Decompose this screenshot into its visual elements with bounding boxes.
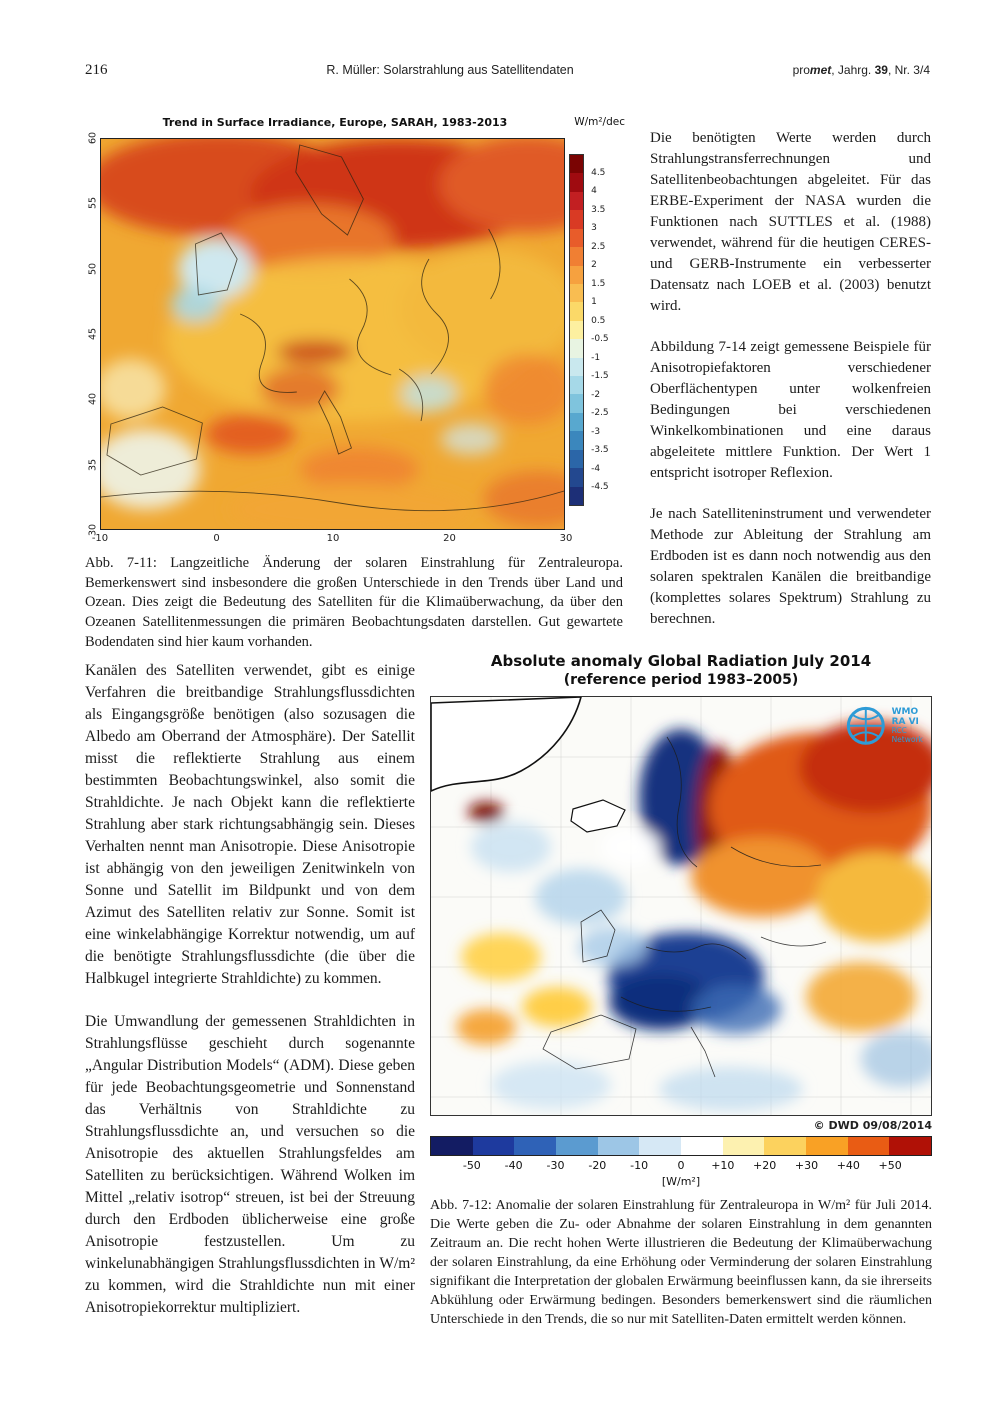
tick-label: -40 bbox=[504, 1159, 523, 1172]
tick-label: +40 bbox=[836, 1159, 860, 1172]
fig1-y-axis bbox=[85, 131, 100, 537]
colorbar-segment bbox=[639, 1137, 681, 1155]
tick-label: -10 bbox=[91, 533, 109, 544]
tick-label: 30 bbox=[87, 523, 99, 537]
tick-label: -4.5 bbox=[591, 482, 609, 493]
tick-label: 0 bbox=[213, 533, 220, 544]
fig1-x-axis bbox=[91, 532, 573, 546]
colorbar-segment bbox=[570, 173, 583, 191]
tick-label: 0 bbox=[677, 1159, 685, 1172]
journal-issue-mid: , Jahrg. bbox=[831, 63, 875, 77]
colorbar-segment bbox=[723, 1137, 765, 1155]
colorbar-segment bbox=[764, 1137, 806, 1155]
colorbar-segment bbox=[681, 1137, 723, 1155]
tick-label: -1.5 bbox=[591, 371, 609, 382]
tick-label: +10 bbox=[711, 1159, 735, 1172]
colorbar-segment bbox=[806, 1137, 848, 1155]
tick-label: 3 bbox=[591, 223, 597, 234]
journal-volume: 39 bbox=[874, 63, 888, 77]
tick-label: 4.5 bbox=[591, 167, 606, 178]
colorbar-segment bbox=[570, 284, 583, 302]
colorbar-segment bbox=[570, 431, 583, 449]
colorbar-segment bbox=[570, 321, 583, 339]
tick-label: +50 bbox=[878, 1159, 902, 1172]
tick-label: 1 bbox=[591, 297, 597, 308]
tick-label: -4 bbox=[591, 463, 601, 474]
fig2-colorbar bbox=[430, 1136, 932, 1156]
tick-label: -3 bbox=[591, 426, 601, 437]
fig2-colorbar-labels bbox=[430, 1159, 932, 1173]
colorbar-segment bbox=[570, 487, 583, 505]
colorbar-segment bbox=[570, 155, 583, 173]
tick-label: 40 bbox=[87, 393, 99, 406]
colorbar-segment bbox=[570, 358, 583, 376]
fig1-map bbox=[100, 138, 565, 530]
fig1-body bbox=[85, 131, 625, 537]
tick-label: -3.5 bbox=[591, 445, 609, 456]
journal-info bbox=[793, 63, 930, 77]
tick-label: 60 bbox=[87, 131, 99, 145]
tick-label: 2 bbox=[591, 260, 597, 271]
tick-label: 3.5 bbox=[591, 204, 606, 215]
tick-label: 0.5 bbox=[591, 315, 606, 326]
tick-label: -2 bbox=[591, 389, 601, 400]
fig2-map-graphic bbox=[431, 697, 931, 1115]
colorbar-segment bbox=[570, 302, 583, 320]
tick-label: 50 bbox=[87, 262, 99, 275]
tick-label: 2.5 bbox=[591, 241, 606, 252]
colorbar-segment bbox=[598, 1137, 640, 1155]
colorbar-segment bbox=[556, 1137, 598, 1155]
wmo-globe-icon bbox=[844, 704, 888, 748]
tick-label: 30 bbox=[559, 533, 573, 544]
paragraph: Die Umwandlung der gemessenen Strahldichten in Strahlungsflüsse geschieht durch sogenannte „Angular Distribution Models“ (ADM). Diese geben für jede Beobachtungsgeometrie und Sonnenstand das Verhältnis von Strahldichte zu Strahlungsflussdichte an, und versuchen so die Anisotropie des aktuellen Strahlungsfeldes am Satelliten zu berücksichtigen. Während Wolken im Mittel „relativ isotrop“ streuen, ist bei der Streuung durch den Erdboden üblicherweise eine große Anisotropie festzustellen. Um zu winkelunabhängigen Strahlungsflussdichten in W/m² zu kommen, wird die Strahldichte nun mit einer Anisotropiekorrektur multipliziert. bbox=[85, 1013, 415, 1316]
colorbar-segment bbox=[889, 1137, 931, 1155]
tick-label: -10 bbox=[630, 1159, 649, 1172]
fig1-unit-label: W/m²/dec bbox=[574, 116, 625, 128]
tick-label: 35 bbox=[87, 458, 99, 471]
page-header bbox=[85, 62, 930, 79]
fig1-colorbar-ticks bbox=[589, 154, 623, 506]
fig2-credit: © DWD 09/08/2014 bbox=[813, 1119, 932, 1132]
colorbar-segment bbox=[431, 1137, 473, 1155]
colorbar-segment bbox=[570, 210, 583, 228]
tick-label: +30 bbox=[794, 1159, 819, 1172]
journal-name-pre: pro bbox=[792, 63, 810, 77]
tick-label: 10 bbox=[326, 533, 340, 544]
colorbar-segment bbox=[570, 376, 583, 394]
journal-issue-post: , Nr. 3/4 bbox=[887, 63, 930, 77]
paragraph: Kanälen des Satelliten verwendet, gibt es einige Verfahren die breitbandige Strahlungsflussdichten als Eingangsgröße benötigen (also sozusagen die Albedo am Oberrand der Atmosphäre). Der Satellit misst die reflektierte Strahlung aus einem bestimmten Beobachtungswinkel, also somit die Strahldichte. Je nach Objekt kann die reflektierte Strahlung aber stark richtungsabhängig sein. Dieses Verhalten nennt man Anisotropie. Diese Anisotropie ist abhängig von den jeweiligen Zenitwinkeln von Sonne und Satellit im Bildpunkt und von dem Azimut des Satelliten relativ zur Sonne. Somit ist eine winkelabhängige Korrektur notwendig, um auf die benötigte Strahlungsflussdichte (die über die Halbkugel integrierte Strahldichte) zu kommen. bbox=[85, 662, 415, 987]
paragraph: Je nach Satelliteninstrument und verwendeter Methode zur Ableitung der Strahlung am Erdboden ist es dann noch notwendig aus den solaren spektralen Kanälen die breitbandige (komplettes solares Spektrum) Strahlung zu berechnen. bbox=[650, 506, 931, 627]
colorbar-segment bbox=[570, 266, 583, 284]
colorbar-segment bbox=[570, 468, 583, 486]
tick-label: -30 bbox=[546, 1159, 565, 1172]
colorbar-segment bbox=[570, 413, 583, 431]
fig1-colorbar-wrap bbox=[569, 138, 625, 530]
fig2-title-line1: Absolute anomaly Global Radiation July 2014 bbox=[490, 652, 872, 670]
left-text-column bbox=[85, 660, 415, 1340]
tick-label: -50 bbox=[462, 1159, 481, 1172]
colorbar-segment bbox=[514, 1137, 556, 1155]
paragraph: Die benötigten Werte werden durch Strahlungstransferrechnungen und Satellitenbeobachtungen abgeleitet. Für das ERBE-Experiment der NASA wurden die Funktionen nach SUTTLES et al. (1988) verwendet, während für die heutigen CERES- und GERB-Instrumente ein verbesserter Datensatz nach LOEB et al. (2003) benutzt wird. bbox=[650, 130, 931, 314]
wmo-logo-line1: WMO RA VI bbox=[891, 706, 919, 727]
fig1-colorbar bbox=[569, 154, 584, 506]
wmo-logo bbox=[844, 704, 923, 748]
tick-label: 1.5 bbox=[591, 278, 606, 289]
colorbar-segment bbox=[570, 229, 583, 247]
fig1-titlebar bbox=[85, 116, 625, 132]
running-title: R. Müller: Solarstrahlung aus Satellitendaten bbox=[326, 63, 574, 77]
colorbar-segment bbox=[570, 192, 583, 210]
colorbar-segment bbox=[570, 394, 583, 412]
fig2-caption: Abb. 7-12: Anomalie der solaren Einstrahlung für Zentraleuropa in W/m² für Juli 2014. Die Werte geben die Zu- oder Abnahme der solaren Einstrahlung in dem genannten Zeitraum an. Die recht hohen Werte illustrieren die Bedeutung der Klimaüberwachung der solaren Einstrahlung, da eine Erhöhung oder Verminderung der solaren Einstrahlung signifikant die Interpretation der globalen Erwärmung beeinflussen kann, da sie ihrerseits Abkühlung oder Erwärmung bedingen. Besonders bemerkenswert sind die räumlichen Unterschiede in den Trends, die so nur mit Satelliten-Daten ermittelt werden können. bbox=[430, 1198, 932, 1327]
colorbar-segment bbox=[570, 339, 583, 357]
right-text-column bbox=[650, 128, 931, 650]
colorbar-segment bbox=[570, 450, 583, 468]
paragraph: Abbildung 7-14 zeigt gemessene Beispiele für Anisotropiefaktoren verschiedener Oberflächentypen unter wolkenfreien Bedingungen bei verschiedenen Winkelkombinationen und eine daraus abgeleitete mittlere Funktion. Der Wert 1 entspricht isotroper Reflexion. bbox=[650, 339, 931, 481]
colorbar-segment bbox=[848, 1137, 890, 1155]
wmo-logo-text bbox=[892, 708, 923, 744]
tick-label: 20 bbox=[443, 533, 456, 544]
fig2-title-line2: (reference period 1983–2005) bbox=[563, 672, 799, 688]
fig1-map-graphic bbox=[101, 139, 564, 529]
fig1-caption: Abb. 7-11: Langzeitliche Änderung der solaren Einstrahlung für Zentraleuropa. Bemerkenswert sind insbesondere die großen Unterschiede in den Trends über Land und Ozean. Dies zeigt die Bedeutung des Satelliten für die Klimaüberwachung, da über den Ozeanen Satellitenmessungen die primären Beobachtungsdaten darstellen. Gut gewartete Bodendaten sind hier kaum vorhanden. bbox=[85, 555, 623, 650]
tick-label: -20 bbox=[588, 1159, 607, 1172]
tick-label: +20 bbox=[753, 1159, 777, 1172]
tick-label: 45 bbox=[87, 327, 99, 341]
page-number: 216 bbox=[85, 62, 108, 78]
fig1-title: Trend in Surface Irradiance, Europe, SARAH, 1983-2013 bbox=[162, 116, 508, 129]
tick-label: -0.5 bbox=[591, 334, 609, 345]
tick-label: 4 bbox=[591, 186, 597, 197]
fig2-map bbox=[430, 696, 932, 1116]
wmo-logo-line2: RCC Network bbox=[891, 726, 923, 744]
fig2-unit-label: [W/m²] bbox=[661, 1175, 701, 1188]
tick-label: 55 bbox=[87, 197, 99, 210]
tick-label: -1 bbox=[591, 352, 601, 363]
journal-name-italic: met bbox=[809, 63, 832, 77]
figure-anomaly-radiation bbox=[430, 652, 932, 1188]
figure-trend-irradiance bbox=[85, 116, 625, 546]
colorbar-segment bbox=[473, 1137, 515, 1155]
colorbar-segment bbox=[570, 247, 583, 265]
tick-label: -2.5 bbox=[591, 408, 609, 419]
